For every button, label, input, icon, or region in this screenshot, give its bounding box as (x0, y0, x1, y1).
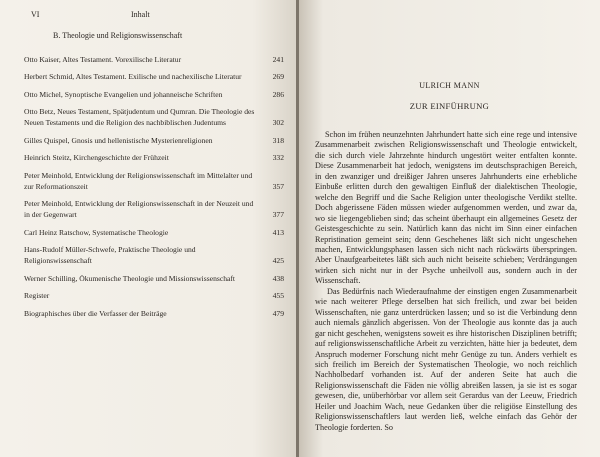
toc-entry-page: 455 (272, 291, 284, 301)
page-number: VI (31, 10, 40, 19)
toc-entry-page: 302 (272, 118, 284, 128)
toc-entry-title: Hans-Rudolf Müller-Schwefe, Praktische Theologie und Religionswissenschaft (24, 245, 196, 266)
table-of-contents (24, 54, 286, 325)
toc-entry (24, 71, 286, 82)
toc-entry-page: 318 (272, 135, 284, 145)
left-page (0, 0, 297, 457)
toc-entry-page: 413 (272, 227, 284, 237)
toc-entry (24, 273, 286, 284)
toc-entry-page: 286 (272, 89, 284, 99)
toc-entry-page: 241 (272, 55, 284, 64)
toc-entry-title: Biographisches über die Verfasser der Beiträge (24, 308, 167, 318)
toc-entry (24, 54, 286, 65)
toc-entry-title: Herbert Schmid, Altes Testament. Exilische und nachexilische Literatur (24, 72, 242, 82)
running-head: Inhalt (131, 10, 150, 19)
chapter-author: ULRICH MANN (419, 81, 480, 90)
toc-entry (24, 244, 286, 266)
chapter-body (315, 130, 577, 433)
toc-entry (24, 152, 286, 163)
toc-entry-page: 425 (272, 256, 284, 266)
chapter-title: ZUR EINFÜHRUNG (409, 101, 490, 111)
toc-entry-title: Heinrich Steitz, Kirchengeschichte der Frühzeit (24, 153, 169, 163)
body-paragraph: Das Bedürfnis nach Wiederaufnahme der einstigen engen Zusammenarbeit wie nach weiterer Pflege derselben hat sich freilich, und zwar bei beiden Wissenschaften, nie ganz unterdrücken lassen; und so ist die Verbindung denn auch niemals gänzlich abgerissen. Von der Theologie aus konnte das ja auch gar nicht geschehen, wenigstens soweit es ihre historischen Disziplinen betrifft; auf religionswissenschaftliche Arbeit zu verzichten, hätte hier ja bedeutet, dem Anspruch moderner Forschung nicht mehr Genüge zu tun. Anders verhielt es sich freilich im Bereich der Systematischen Theologie, wo noch reichlich Nachholbedarf vorhanden ist. Auf der anderen Seite hat auch die Religionswissenschaft die Fäden nie völlig abreißen lassen, ja sie ist es sogar gewesen, die, unüberhörbar vor allem seit Gerardus van der Leeuw, Friedrich Heiler und Joachim Wach, neue Gedanken über die religiöse Einstellung des Religionswissenschaftlers laut werden ließ, welche einfach das Gehör der Theologie forderten. So (315, 286, 577, 432)
toc-entry-title: Register (24, 291, 50, 301)
toc-entry-page: 357 (272, 181, 284, 191)
toc-entry (24, 198, 286, 220)
right-page (299, 0, 600, 457)
toc-entry (24, 135, 286, 146)
toc-entry-title: Otto Kaiser, Altes Testament. Vorexilische Literatur (24, 55, 182, 64)
toc-entry-title: Gilles Quispel, Gnosis und hellenistische Mysterienreligionen (24, 135, 213, 145)
toc-entry (24, 106, 286, 128)
toc-entry (24, 89, 286, 100)
toc-entry-page: 332 (272, 153, 284, 163)
toc-entry (24, 308, 286, 319)
toc-entry-page: 438 (272, 273, 284, 283)
body-paragraph: Schon im frühen neunzehnten Jahrhundert hatte sich eine rege und intensive Zusammenarbeit zwischen Religionswissenschaft und Theologie entwickelt, die sich durch viele Jahrzehnte hindurch ungestört weiter entfalten konnte. Diese Zusammenarbeit hat jedoch, wenigstens im deutschsprachigen Bereich, in den zwanziger und dreißiger Jahren unseres Jahrhunderts eine erhebliche Einbuße erlitten durch den gewaltigen Einfluß der dialektischen Theologie, welche den Begriff und die Sache Religion unter theologische Verdikt stellte. Doch abgerissene Fäden müssen wieder aufgenommen werden, und zwar da, wo sie liegengeblieben sind; das scheint überhaupt ein allgemeines Gesetz der Geistesgeschichte zu sein. Natürlich kann das nicht im Sinn einer einfachen Repristination gemeint sein; denn Geschehenes läßt sich nicht ungeschehen machen, Entwicklungsphasen lassen sich nicht nach rückwärts überspringen. Aber Unaufgearbeitetes läßt sich auch nicht beiseite schieben; Verdrängungen wirken sich nicht nur in der Psyche unheilvoll aus, sondern auch in der Wissenschaft. (315, 130, 577, 286)
toc-entry-title: Peter Meinhold, Entwicklung der Religionswissenschaft in der Neuzeit und in der Gegenwart (24, 199, 254, 220)
toc-entry-page: 377 (272, 210, 284, 220)
toc-entry-title: Carl Heinz Ratschow, Systematische Theologie (24, 227, 169, 237)
toc-entry-title: Otto Michel, Synoptische Evangelien und johanneische Schriften (24, 89, 223, 99)
toc-entry-page: 479 (272, 308, 284, 318)
toc-entry-title: Werner Schilling, Ökumenische Theologie und Missionswissenschaft (24, 273, 235, 283)
toc-entry-title: Peter Meinhold, Entwicklung der Religionswissenschaft im Mittelalter und zur Reformationszeit (24, 170, 253, 191)
toc-entry-title: Otto Betz, Neues Testament, Spätjudentum und Qumran. Die Theologie des Neuen Testaments und die Religion des nachbiblischen Judentums (24, 107, 255, 128)
section-heading: B. Theologie und Religionswissenschaft (53, 31, 183, 40)
toc-entry (24, 227, 286, 238)
toc-entry (24, 170, 286, 192)
toc-entry (24, 290, 286, 301)
toc-entry-page: 269 (272, 72, 284, 82)
